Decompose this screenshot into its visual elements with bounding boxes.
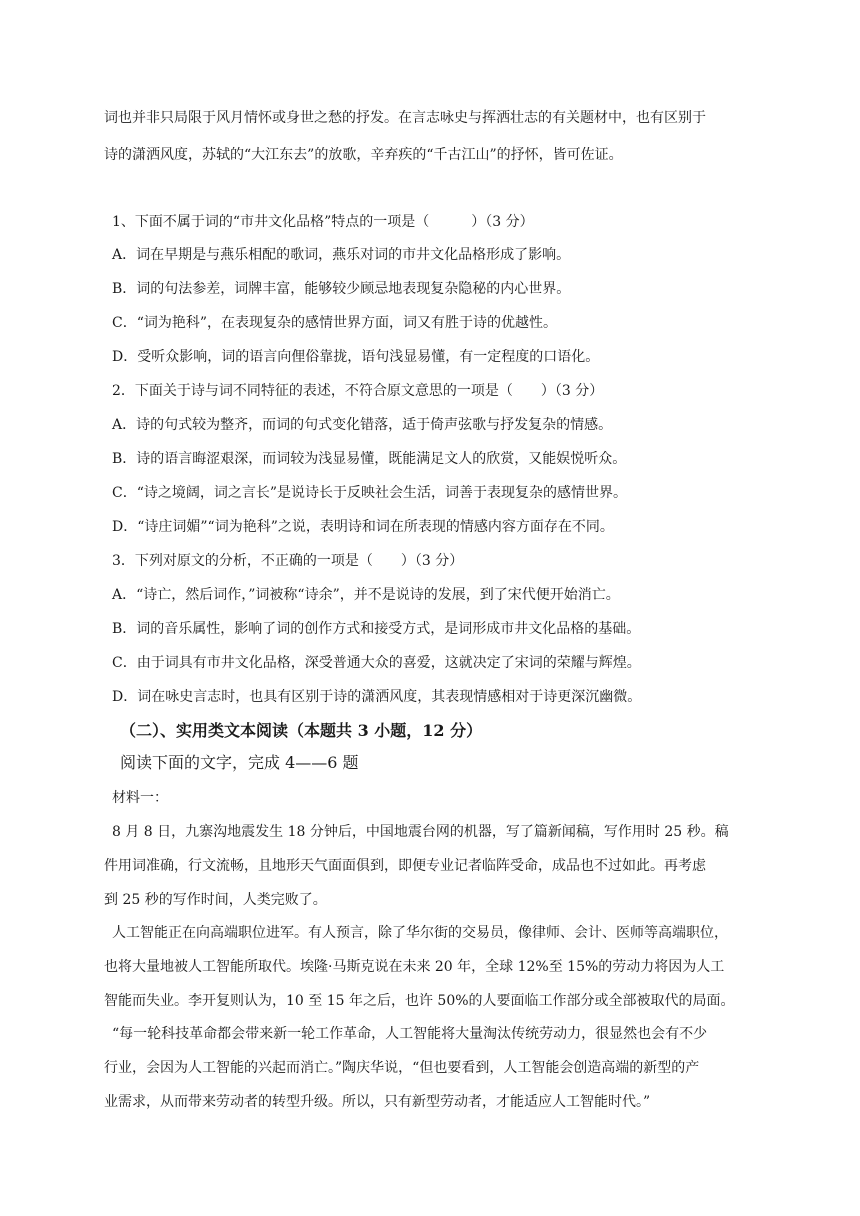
material-1-paragraph-2-line-2: 也将大量地被人工智能所取代。埃隆·马斯克说在未来 20 年，全球 12%至 15%的劳动力将因为人工 bbox=[104, 959, 725, 975]
question-3-option-a: A．“诗亡，然后词作，”词被称“诗余”，并不是说诗的发展，到了宋代便开始消亡。 bbox=[112, 587, 620, 603]
section-2-instruction: 阅读下面的文字，完成 4——6 题 bbox=[120, 753, 359, 772]
material-1-paragraph-2-line-1: 人工智能正在向高端职位进军。有人预言，除了华尔街的交易员，像律师、会计、医师等高端职位， bbox=[112, 925, 728, 941]
material-1-paragraph-1-line-2: 件用词准确，行文流畅，且地形天气面面俱到，即便专业记者临阵受命，成品也不过如此。再考虑 bbox=[104, 858, 706, 874]
question-2-option-d: D．“诗庄词媚”“词为艳科”之说，表明诗和词在所表现的情感内容方面存在不同。 bbox=[112, 519, 614, 535]
material-1-paragraph-3-line-2: 行业，会因为人工智能的兴起而消亡。”陶庆华说，“但也要看到，人工智能会创造高端的新型的产 bbox=[104, 1060, 700, 1076]
question-3-stem: 3．下列对原文的分析，不正确的一项是（ ）（3 分） bbox=[112, 553, 464, 569]
question-2-option-c: C．“诗之境阔，词之言长”是说诗长于反映社会生活，词善于表现复杂的感情世界。 bbox=[112, 485, 628, 501]
question-1-option-d: D．受听众影响，词的语言向俚俗靠拢，语句浅显易懂，有一定程度的口语化。 bbox=[112, 349, 600, 365]
question-1-option-b: B．词的句法参差，词牌丰富，能够较少顾忌地表现复杂隐秘的内心世界。 bbox=[112, 281, 571, 297]
question-2-option-b: B．诗的语言晦涩艰深，而词较为浅显易懂，既能满足文人的欣赏，又能娱悦听众。 bbox=[112, 451, 627, 467]
material-1-paragraph-1-line-3: 到 25 秒的写作时间，人类完败了。 bbox=[104, 892, 327, 908]
question-1-option-a: A．词在早期是与燕乐相配的歌词，燕乐对词的市井文化品格形成了影响。 bbox=[112, 247, 571, 263]
section-2-title: （二）、实用类文本阅读（本题共 3 小题，12 分） bbox=[120, 721, 483, 740]
material-1-paragraph-1-line-1: 8 月 8 日，九寨沟地震发生 18 分钟后，中国地震台网的机器，写了篇新闻稿，写作用时 25 秒。稿 bbox=[112, 824, 729, 840]
question-1-option-c: C．“词为艳科”，在表现复杂的感情世界方面，词又有胜于诗的优越性。 bbox=[112, 315, 558, 331]
intro-line-1: 词也并非只局限于风月情怀或身世之愁的抒发。在言志咏史与挥洒壮志的有关题材中，也有区别于 bbox=[104, 110, 706, 126]
question-3-option-c: C．由于词具有市井文化品格，深受普通大众的喜爱，这就决定了宋词的荣耀与辉煌。 bbox=[112, 655, 641, 671]
question-3-option-d: D．词在咏史言志时，也具有区别于诗的潇洒风度，其表现情感相对于诗更深沉幽微。 bbox=[112, 689, 642, 705]
material-1-paragraph-3-line-3: 业需求，从而带来劳动者的转型升级。所以，只有新型劳动者，才能适应人工智能时代。” bbox=[104, 1094, 651, 1110]
material-1-paragraph-2-line-3: 智能而失业。李开复则认为，10 至 15 年之后，也许 50%的人要面临工作部分或全部被取代的局面。 bbox=[104, 993, 735, 1009]
material-1-paragraph-3-line-1: “每一轮科技革命都会带来新一轮工作革命，人工智能将大量淘汰传统劳动力，很显然也会有不少 bbox=[112, 1026, 708, 1042]
question-3-option-b: B．词的音乐属性，影响了词的创作方式和接受方式，是词形成市井文化品格的基础。 bbox=[112, 621, 641, 637]
question-2-stem: 2．下面关于诗与词不同特征的表述，不符合原文意思的一项是（ ）（3 分） bbox=[112, 383, 604, 399]
question-1-stem: 1、下面不属于词的“市井文化品格”特点的一项是（ ）（3 分） bbox=[112, 214, 534, 230]
material-1-label: 材料一： bbox=[112, 790, 168, 806]
question-2-option-a: A．诗的句式较为整齐，而词的句式变化错落，适于倚声弦歌与抒发复杂的情感。 bbox=[112, 417, 613, 433]
intro-line-2: 诗的潇洒风度，苏轼的“大江东去”的放歌，辛弃疾的“千古江山”的抒怀，皆可佐证。 bbox=[104, 147, 623, 163]
